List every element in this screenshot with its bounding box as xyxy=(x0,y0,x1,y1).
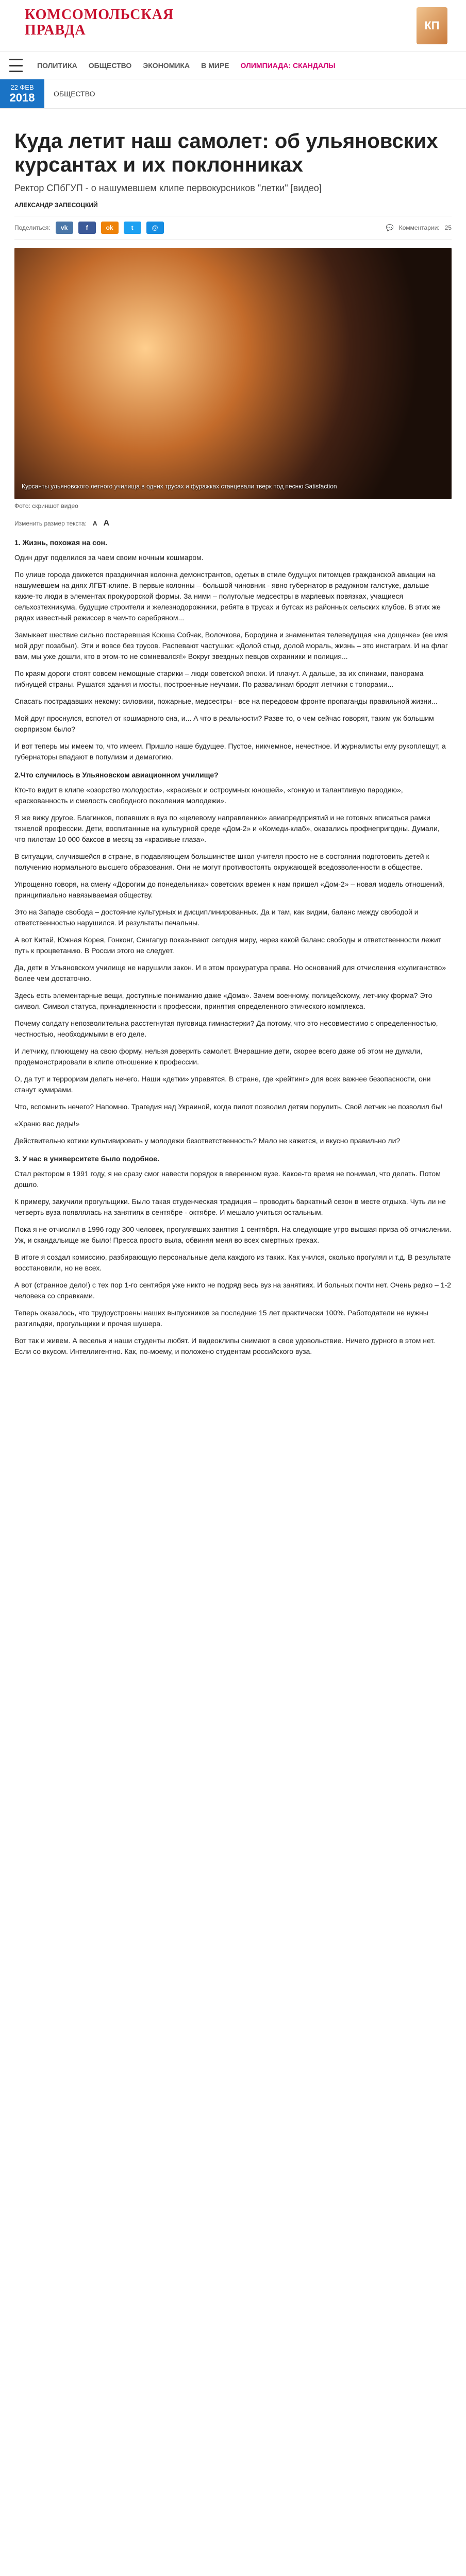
date-badge xyxy=(0,79,44,108)
facebook-share-icon[interactable]: f xyxy=(78,222,96,234)
vk-share-icon[interactable]: vk xyxy=(56,222,73,234)
font-size-increase-button[interactable]: А xyxy=(103,519,110,528)
paragraph: Замыкает шествие сильно постаревшая Ксюша Собчак, Волочкова, Бородина и знаменитая телеведущая «на дощечке» (ее имя мой друг позабыл). Эти и вовсе без трусов. Распевают частушки: «Долой стыд, долой мораль, жизнь – это инстаграм. И на флаг вам, мы уже дошли, кто в этом-то не сомневался!» Вокруг звездных певцов охранники и полиция... xyxy=(14,631,448,660)
font-size-decrease-button[interactable]: А xyxy=(92,520,97,527)
section-heading-3: 3. У нас в университете было подобное. xyxy=(14,1155,159,1163)
paragraph: Спасать пострадавших некому: силовики, пожарные, медсестры - все на передовом фронте пропаганды правильной жизни... xyxy=(14,697,438,705)
date-day: 22 ФЕВ xyxy=(10,83,34,91)
article-title: Куда летит наш самолет: об ульяновских курсантах и их поклонниках xyxy=(14,130,438,176)
nav-item-politics[interactable]: ПОЛИТИКА xyxy=(37,61,77,70)
user-avatar[interactable]: КП xyxy=(417,7,447,44)
article-subtitle: Ректор СПбГУП - о нашумевшем клипе первокурсников "летки" [видео] xyxy=(14,183,322,193)
paragraph: А вот (странное дело!) с тех пор 1-го сентября уже никто не подряд весь вуз на занятиях. И больных почти нет. Очень редко – 1-2 человека со справками. xyxy=(14,1281,452,1300)
paragraph: Да, дети в Ульяновском училище не нарушили закон. И в этом прокуратура права. Но оснований для отчисления «хулиганство» более чем достаточно. xyxy=(14,963,446,982)
paragraph: Один друг поделился за чаем своим ночным кошмаром. xyxy=(14,553,204,562)
paragraph: Это на Западе свобода – достояние культурных и дисциплинированных. Да и там, как видим, баланс между свободой и ответственностью нарушился. И результаты печальны. xyxy=(14,908,419,927)
article-container xyxy=(0,109,466,1384)
font-size-label: Изменить размер текста: xyxy=(14,520,87,527)
paragraph: К примеру, закучили прогульщики. Было такая студенческая традиция – проводить баркатный сезон в месте отдыха. Чуть ли не четверть вуза появлялась на занятиях в сентябре - октябре. И мешало учиться остальным. xyxy=(14,1197,446,1216)
site-logo[interactable] xyxy=(25,7,179,44)
paragraph: Что, вспомнить нечего? Напомню. Трагедия над Украиной, когда пилот позволил детям порулить. Свой летчик не позволил бы! xyxy=(14,1103,443,1111)
section-heading-1: 1. Жизнь, похожая на сон. xyxy=(14,538,107,547)
photo-caption: Курсанты ульяновского летного училища в одних трусах и фуражках станцевали тверк под песню Satisfaction xyxy=(22,483,337,490)
date-rubric-bar xyxy=(0,79,466,109)
photo-credit: Фото: скриншот видео xyxy=(14,502,78,510)
nav-item-society[interactable]: ОБЩЕСТВО xyxy=(88,61,132,70)
paragraph: Я же вижу другое. Благинков, попавших в вуз по «целевому направлению» авиапредприятий и не готовых вписаться рамки тяжелой профессии. Дети, воспитанные на культурной среде «Дом-2» и «Комеди-клаб», оказались профнепригодны. Думали, что пилотам 10 000 баксов в месяц за «красивые глаза». xyxy=(14,814,440,843)
hero-photo[interactable] xyxy=(14,248,452,499)
comments-label[interactable]: Комментарии: xyxy=(398,224,440,231)
paragraph: Действительно котики культивировать у молодежи безответственность? Мало не кажется, и вкусно правильно ли? xyxy=(14,1137,401,1145)
font-size-control xyxy=(14,519,452,528)
paragraph: И летчику, плюющему на свою форму, нельзя доверить самолет. Вчерашние дети, скорее всего даже об этом не думали, продемонстрировали в клипе отношение к профессии. xyxy=(14,1047,423,1066)
ok-share-icon[interactable]: ok xyxy=(101,222,119,234)
paragraph: Теперь оказалось, что трудоустроены наших выпускников за последние 15 лет практически 100%. Работодатели не нужны разгильдяи, прогульщики и прочая шушера. xyxy=(14,1309,428,1328)
paragraph: Вот так и живем. А веселья и наши студенты любят. И видеоклипы снимают в свое удовольствие. Ничего дурного в этом нет. Если со вкусом. Интеллигентно. Как, по-моему, и положено студентам российского вуза. xyxy=(14,1336,436,1355)
comments-count[interactable]: 25 xyxy=(444,224,452,231)
mailru-share-icon[interactable]: @ xyxy=(146,222,164,234)
paragraph: О, да тут и терроризм делать нечего. Наши «детки» управятся. В стране, где «рейтинг» для всех важнее безопасности, они станут кумирами. xyxy=(14,1075,431,1094)
site-header xyxy=(0,0,466,52)
paragraph: И вот теперь мы имеем то, что имеем. Пришло наше будущее. Пустое, никчемное, нечестное. И журналисты ему рукоплещут, а губернаторы впадают в популизм и демагогию. xyxy=(14,742,446,761)
main-nav xyxy=(0,52,466,79)
paragraph: «Храню вас деды!» xyxy=(14,1120,80,1128)
paragraph: Почему солдату непозволительна расстегнутая пуговица гимнастерки? Да потому, что это несовместимо с определенностью, честностью, необходимыми в его деле. xyxy=(14,1019,438,1038)
paragraph: Кто-то видит в клипе «озорство молодости», «красивых и остроумных юношей», «гонкую и талантливую пародию», «раскованность и смелость свободного поколения молодежи». xyxy=(14,786,403,805)
paragraph: В ситуации, случившейся в стране, в подавляющем большинстве школ учителя просто не в состоянии подготовить детей к получению нормального высшего образования. Они не могут противостоять окружающей вседозволенности в обществе. xyxy=(14,852,429,871)
paragraph: Упрощенно говоря, на смену «Дорогим до понедельника» советских времен к нам пришел «Дом-2» – новая модель отношений, принципиально навязываемая обществу. xyxy=(14,880,444,899)
menu-icon[interactable] xyxy=(9,59,23,72)
comments-icon[interactable]: 💬 xyxy=(386,224,394,231)
paragraph: В итоге я создал комиссию, разбирающую персональные дела каждого из таких. Как учился, сколько прогулял и т.д. В результате восстановили, но не всех. xyxy=(14,1253,451,1272)
paragraph: А вот Китай, Южная Корея, Гонконг, Сингапур показывают сегодня миру, через какой баланс свободы и ответственности лежит путь к процветанию. В России этого не следует. xyxy=(14,936,442,955)
paragraph: Мой друг проснулся, вспотел от кошмарного сна, и... А что в реальности? Разве то, о чем сейчас говорят, таким уж большим сюрпризом было? xyxy=(14,714,434,733)
twitter-share-icon[interactable]: t xyxy=(124,222,141,234)
paragraph: По улице города движется праздничная колонна демонстрантов, одетых в стиле будущих питомцев гражданской авиации на нашумевшем на днях ЛГБТ-клипе. В первые колонны – большой чиновник - явно губернатор в радужном галстуке, дальше какие-то люди в элементах прокурорской формы. За ними – полуголые медсестры в марлевых повязках, учащиеся сельхозтехникума, будущие строители и железнодорожники, ребята в трусах и бутсах из районных сельских клубов. В этих же рядах известный режиссер в чем-то серебряном... xyxy=(14,570,441,622)
article-author[interactable]: АЛЕКСАНДР ЗАПЕСОЦКИЙ xyxy=(14,201,98,209)
share-bar xyxy=(14,216,452,240)
logo-line-2: ПРАВДА xyxy=(25,22,86,38)
paragraph: Пока я не отчислил в 1996 году 300 человек, прогулявших занятия 1 сентября. На следующие утро высшая приза об отчислении. Уж, и скандальище же было! Пресса просто выла, обвиняя меня во всех смертных грехах. xyxy=(14,1225,452,1244)
paragraph: Стал ректором в 1991 году, я не сразу смог навести порядок в вверенном вузе. Какое-то время не понимал, что делать. Потом дошло. xyxy=(14,1170,441,1189)
paragraph: Здесь есть элементарные вещи, доступные пониманию даже «Дома». Зачем военному, полицейскому, летчику форма? Это символ. Символ статуса, принадлежности к профессии, принятия определенного этического комплекса. xyxy=(14,991,432,1010)
nav-item-olympics[interactable]: ОЛИМПИАДА: СКАНДАЛЫ xyxy=(240,61,336,70)
logo-line-1: КОМСОМОЛЬСКАЯ xyxy=(25,7,174,23)
article-body xyxy=(14,537,452,1357)
nav-item-economy[interactable]: ЭКОНОМИКА xyxy=(143,61,190,70)
section-heading-2: 2.Что случилось в Ульяновском авиационном училище? xyxy=(14,771,219,779)
nav-item-world[interactable]: В МИРЕ xyxy=(201,61,229,70)
rubric-label[interactable]: ОБЩЕСТВО xyxy=(54,90,95,98)
paragraph: По краям дороги стоят совсем немощные старики – люди советской эпохи. И плачут. А дальше, за их спинами, панорама гибнущей страны. Рушатся здания и мосты, построенные неучами. По развалинам бродят летчики с топорами... xyxy=(14,669,424,688)
date-year: 2018 xyxy=(9,91,35,104)
share-label: Поделиться: xyxy=(14,224,51,231)
